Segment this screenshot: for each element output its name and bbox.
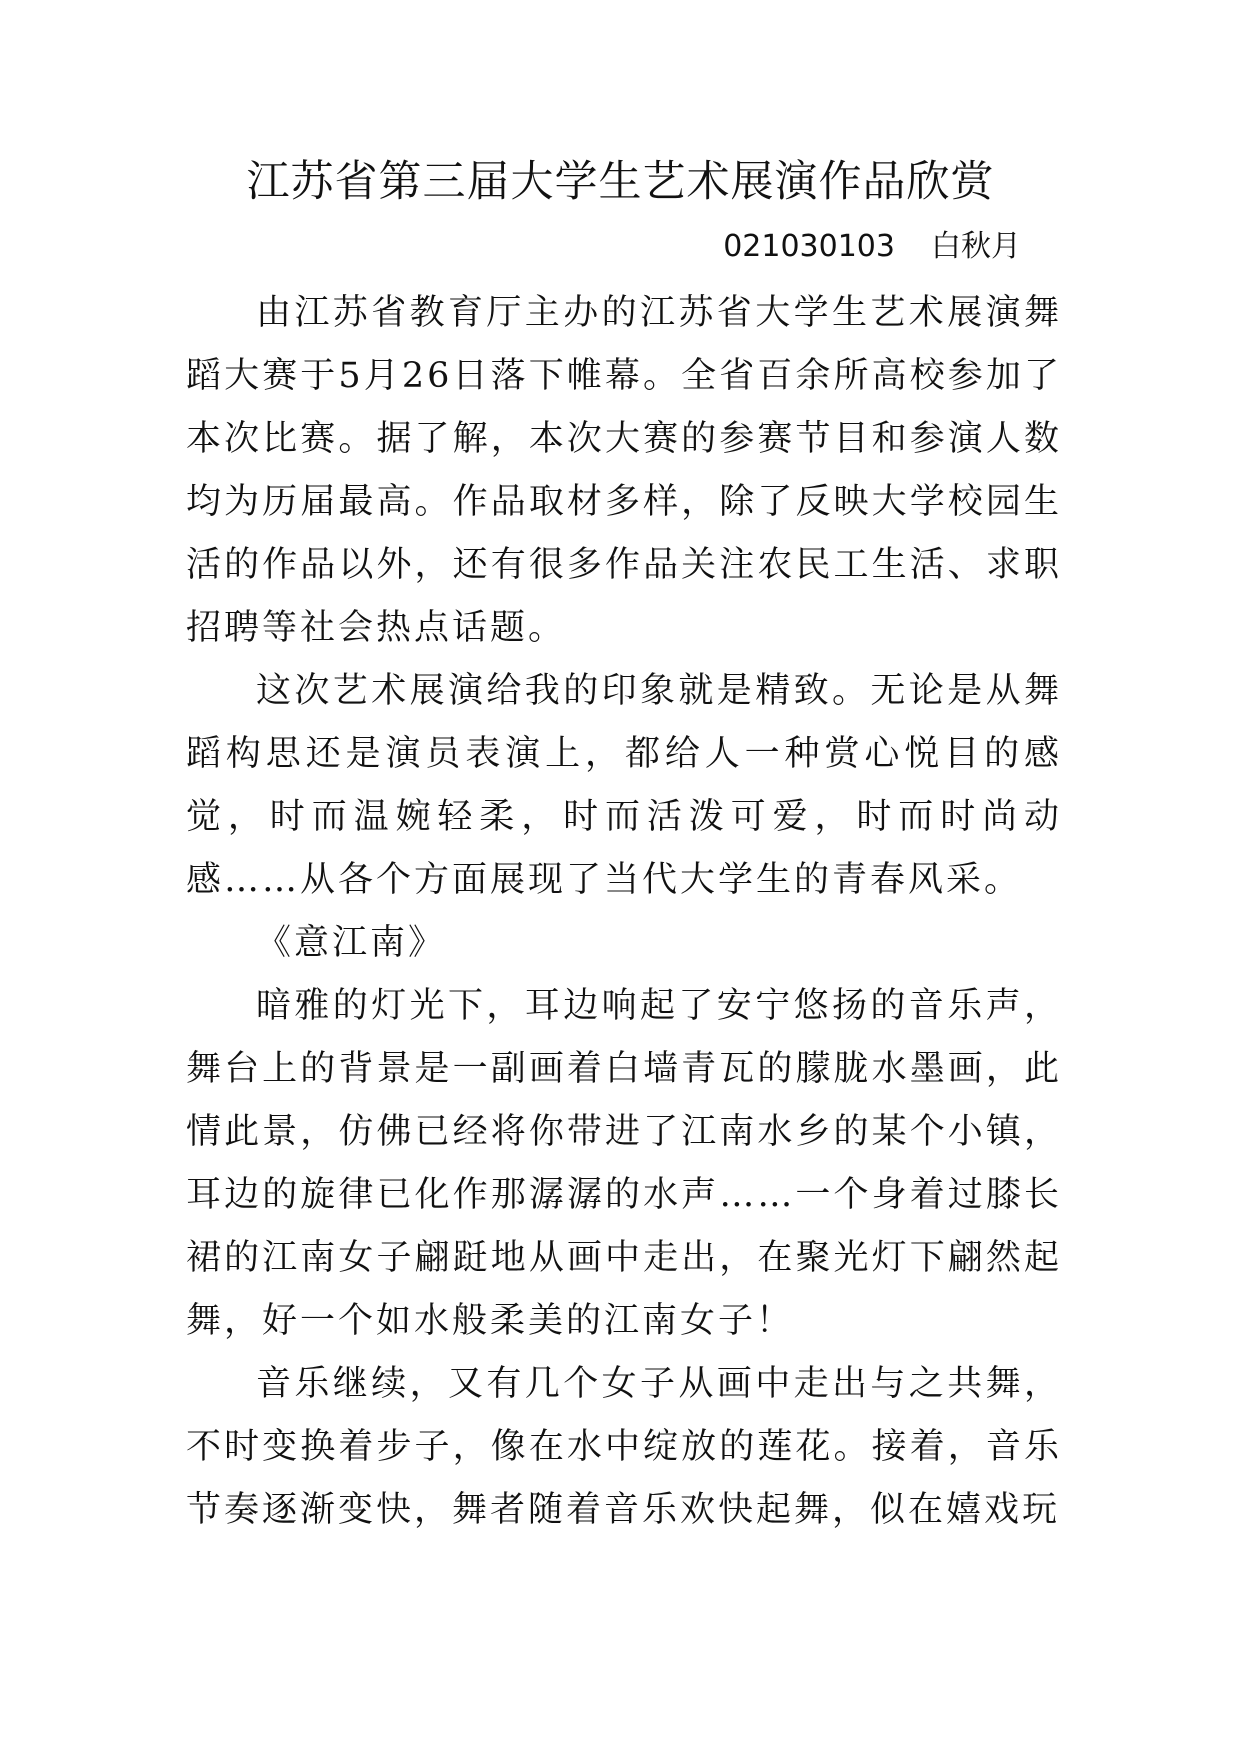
paragraph: 这次艺术展演给我的印象就是精致。无论是从舞蹈构思还是演员表演上，都给人一种赏心悦目的感觉，时而温婉轻柔，时而活泼可爱，时而时尚动感……从各个方面展现了当代大学生的青春风采。	[186, 671, 1062, 900]
work-title: 《意江南》	[256, 923, 447, 963]
paragraph: 音乐继续，又有几个女子从画中走出与之共舞，不时变换着步子，像在水中绽放的莲花。接着，音乐节奏逐渐变快，舞者随着音乐欢快起舞，似在嬉戏玩	[186, 1364, 1062, 1530]
document-title: 江苏省第三届大学生艺术展演作品欣赏	[246, 157, 995, 207]
author-name: 白秋月	[931, 229, 1021, 264]
student-id: 021030103	[723, 229, 895, 264]
author-line	[723, 224, 1021, 270]
article-body	[186, 282, 1062, 1542]
paragraph: 暗雅的灯光下，耳边响起了安宁悠扬的音乐声，舞台上的背景是一副画着白墙青瓦的朦胧水墨画，此情此景，仿佛已经将你带进了江南水乡的某个小镇，耳边的旋律已化作那潺潺的水声……一个身着过膝长裙的江南女子翩跹地从画中走出，在聚光灯下翩然起舞，好一个如水般柔美的江南女子！	[186, 986, 1062, 1341]
paragraph: 由江苏省教育厅主办的江苏省大学生艺术展演舞蹈大赛于5月26日落下帷幕。全省百余所高校参加了本次比赛。据了解，本次大赛的参赛节目和参演人数均为历届最高。作品取材多样，除了反映大学校园生活的作品以外，还有很多作品关注农民工生活、求职招聘等社会热点话题。	[186, 293, 1062, 648]
